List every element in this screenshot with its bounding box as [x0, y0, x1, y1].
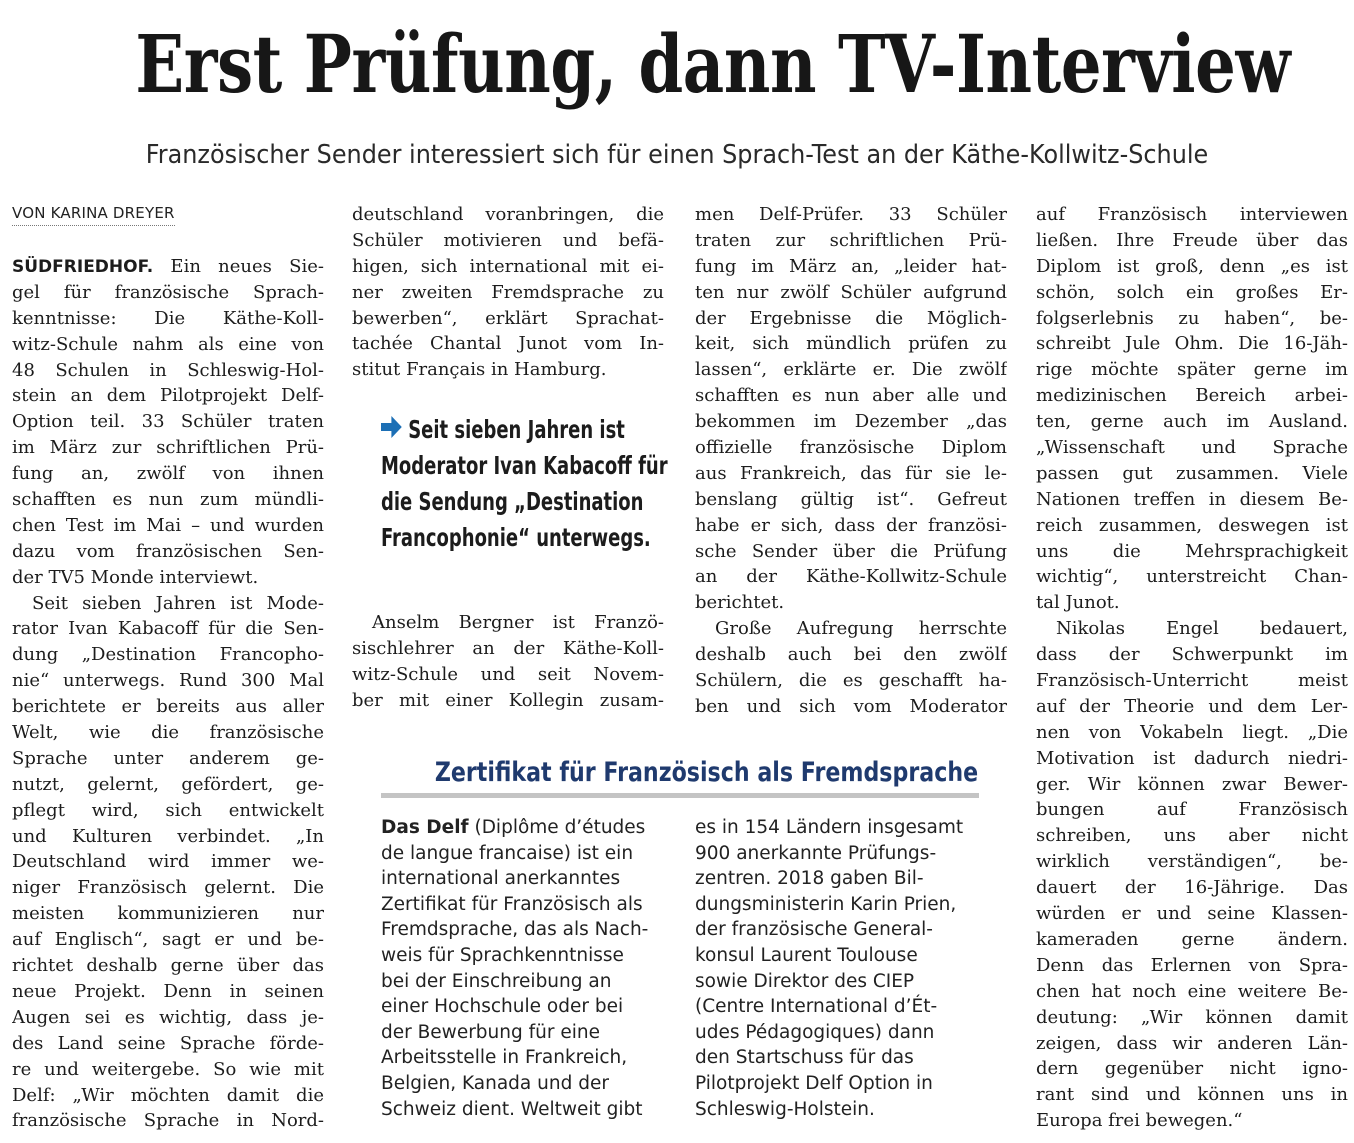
text-line: der französische General-	[695, 919, 933, 941]
text-line: zentren. 2018 gaben Bil-	[695, 868, 924, 890]
text-line: wirklich verständigen“, be-	[1036, 851, 1348, 873]
text-line: sche Sender über die Prüfung	[695, 540, 1007, 562]
text-line: nutzt, gelernt, gefördert, ge-	[12, 773, 324, 795]
text-line: offizielle französische Diplom	[695, 437, 1007, 459]
text-line: lassen“, erklärte er. Die zwölf	[695, 359, 1007, 381]
text-line: fung im März an, „leider hat-	[695, 255, 1007, 277]
text-line: Augen sei es wichtig, dass je-	[12, 1006, 324, 1028]
text-line: bei der Einschreibung an	[381, 970, 612, 992]
text-line: berichtet.	[695, 592, 785, 614]
text-line: Diplom ist groß, denn „es ist	[1036, 255, 1348, 277]
text-line: deshalb auch bei den zwölf	[695, 644, 1007, 666]
text-line: pflegt wird, sich entwickelt	[12, 799, 324, 821]
text-line: Schüler motivieren und befä-	[352, 229, 664, 251]
pull-quote-text: Seit sieben Jahren ist	[408, 415, 625, 444]
text-line: Pilotprojekt Delf Option in	[695, 1072, 933, 1094]
text-line: gel für französische Sprach-	[12, 281, 324, 303]
text-line: Nationen treffen in diesem Be-	[1036, 488, 1348, 510]
text-line: international anerkanntes	[381, 868, 621, 890]
pull-quote-line: Francophonie“ unterwegs.	[381, 523, 651, 552]
text-line: ten, gerne auch im Ausland.	[1036, 411, 1348, 433]
text-line: men Delf-Prüfer. 33 Schüler	[695, 204, 1007, 225]
pull-quote-line	[381, 412, 671, 448]
text-line: dungsministerin Karin Prien,	[695, 893, 957, 915]
text-line: einer Hochschule oder bei	[381, 996, 624, 1018]
text-line: ben und sich vom Moderator	[695, 695, 1007, 717]
text-line: Große Aufregung herrschte	[715, 618, 1007, 640]
text-line: berichtete er bereits aus aller	[12, 696, 324, 718]
pull-quote-line: die Sendung „Destination	[381, 487, 644, 516]
text-line: aus Frankreich, das für sie le-	[695, 462, 1007, 484]
text-line: deutschland voranbringen, die	[352, 204, 664, 225]
text-line: Französisch-Unterricht meist	[1036, 670, 1348, 692]
text-line: der Bewerbung für eine	[381, 1021, 600, 1043]
text-line: nie“ unterwegs. Rund 300 Mal	[12, 670, 324, 692]
arrow-right-icon	[381, 412, 402, 448]
text-line: weis für Sprachkenntnisse	[381, 944, 624, 966]
infobox-title: Zertifikat für Französisch als Fremdsprache	[434, 757, 979, 788]
text-line: benslang gültig ist“. Gefreut	[695, 488, 1007, 510]
article-column-2-lower	[352, 610, 664, 714]
text-line: ten nur zwölf Schüler aufgrund	[695, 281, 1007, 303]
text-line: rige möchte später gerne im	[1036, 359, 1348, 381]
text-line: schreiben, uns aber nicht	[1036, 825, 1348, 847]
text-line: Seit sieben Jahren ist Mode-	[32, 592, 324, 614]
text-line: Delf: „Wir möchten damit die	[12, 1084, 324, 1106]
text-line: „Wissenschaft und Sprache	[1036, 437, 1348, 459]
text-line: Europa frei bewegen.“	[1036, 1110, 1243, 1132]
text-line: Fremdsprache, das als Nach-	[381, 919, 649, 941]
text-line: im März zur schriftlichen Prü-	[12, 437, 324, 459]
text-line: higen, sich international mit ei-	[352, 255, 664, 277]
text-line: stein an dem Pilotprojekt Delf-	[12, 385, 324, 407]
text-line: witz-Schule nahm als eine von	[12, 333, 324, 355]
text-line	[381, 815, 671, 841]
text-line: fung an, zwölf von ihnen	[12, 463, 324, 485]
text-line: 48 Schulen in Schleswig-Hol-	[12, 359, 324, 381]
text-line: dung „Destination Francopho-	[12, 644, 324, 666]
text-line: Schweiz dient. Weltweit gibt	[381, 1098, 643, 1120]
text-line: schreibt Jule Ohm. Die 16-Jäh-	[1036, 333, 1348, 355]
text-line: den Startschuss für das	[695, 1047, 914, 1069]
text-line: ner zweiten Fremdsprache zu	[352, 281, 664, 303]
text-line: schafften es nun aber alle und	[695, 385, 1007, 407]
text-line: Deutschland wird immer we-	[12, 851, 324, 873]
text-line: passen gut zusammen. Viele	[1036, 462, 1348, 484]
text-line: uns die Mehrsprachigkeit	[1036, 540, 1348, 562]
text-line: auf der Theorie und dem Ler-	[1036, 695, 1348, 717]
text-line: reich zusammen, deswegen ist	[1036, 514, 1348, 536]
text-line: Arbeitsstelle in Frankreich,	[381, 1047, 628, 1069]
text-line: neue Projekt. Denn in seinen	[12, 980, 324, 1002]
text-line: zeigen, dass wir anderen Län-	[1036, 1032, 1348, 1054]
text-line: meisten kommunizieren nur	[12, 903, 324, 925]
pull-quote-line: Moderator Ivan Kabacoff für	[381, 451, 668, 480]
text-line: auf Englisch“, sagt er und be-	[12, 929, 324, 951]
text-line: Schleswig-Holstein.	[695, 1098, 875, 1120]
text-line: würden er und seine Klassen-	[1036, 903, 1348, 925]
text-line: Option teil. 33 Schüler traten	[12, 411, 324, 433]
text-line: tal Junot.	[1036, 592, 1120, 614]
text-line: Nikolas Engel bedauert,	[1056, 618, 1348, 640]
infobox-lead: Das Delf	[381, 817, 469, 838]
text-line: bewerben“, erklärt Sprachat-	[352, 307, 664, 329]
text-line: ger. Wir können zwar Bewer-	[1036, 773, 1348, 795]
text-line: ließen. Ihre Freude über das	[1036, 229, 1348, 251]
text-line: chen hat noch eine weitere Be-	[1036, 980, 1348, 1002]
text-line: französische Sprache in Nord-	[12, 1110, 324, 1132]
text-fragment: (Diplôme d’études	[468, 817, 646, 838]
text-line: 900 anerkannte Prüfungs-	[695, 842, 937, 864]
text-line: sischlehrer an der Käthe-Koll-	[352, 637, 664, 659]
text-line: schön, solch ein großes Er-	[1036, 281, 1348, 303]
text-line: sowie Direktor des CIEP	[695, 970, 915, 992]
byline: VON KARINA DREYER	[12, 202, 175, 226]
text-line: es in 154 Ländern insgesamt	[695, 817, 964, 838]
text-line: bungen auf Französisch	[1036, 799, 1348, 821]
text-line: tachée Chantal Junot vom In-	[352, 333, 664, 355]
text-line: richtet deshalb gerne über das	[12, 955, 324, 977]
text-line: bekommen im Dezember „das	[695, 411, 1007, 433]
text-line: re und weitergebe. So wie mit	[12, 1058, 324, 1080]
text-line: dauert der 16-Jährige. Das	[1036, 877, 1348, 899]
text-line: nen von Vokabeln liegt. „Die	[1036, 721, 1348, 743]
text-line: konsul Laurent Toulouse	[695, 944, 918, 966]
text-line: habe er sich, dass der französi-	[695, 514, 1007, 536]
pull-quote	[381, 412, 671, 556]
text-line: udes Pédagogiques) dann	[695, 1021, 935, 1043]
infobox-column-1	[381, 815, 671, 1122]
text-line: Motivation ist dadurch niedri-	[1036, 747, 1348, 769]
article-column-4	[1036, 202, 1348, 1134]
text-line: Schülern, die es geschafft ha-	[695, 670, 1007, 692]
text-line: dern gegenüber nicht igno-	[1036, 1058, 1348, 1080]
text-line: (Centre International d’Ét-	[695, 996, 938, 1018]
text-line: Anselm Bergner ist Franzö-	[372, 612, 664, 633]
text-line: des Land seine Sprache förde-	[12, 1032, 324, 1054]
text-line: Sprache unter anderem ge-	[12, 747, 324, 769]
subheadline: Französischer Sender interessiert sich für einen Sprach-Test an der Käthe-Kollwitz-Schule	[145, 140, 1209, 170]
text-line: folgserlebnis zu haben“, be-	[1036, 307, 1348, 329]
text-line: dazu vom französischen Sen-	[12, 540, 324, 562]
text-line: niger Französisch gelernt. Die	[12, 877, 324, 899]
text-line: keit, sich mündlich prüfen zu	[695, 333, 1007, 355]
text-line: Belgien, Kanada und der	[381, 1072, 609, 1094]
text-line: dass der Schwerpunkt im	[1036, 644, 1348, 666]
text-fragment: Ein neues Sie-	[153, 256, 324, 277]
text-line: und Kulturen verbindet. „In	[12, 825, 324, 847]
text-line: rant sind und können uns in	[1036, 1084, 1348, 1106]
text-line: Denn das Erlernen von Spra-	[1036, 954, 1348, 976]
text-line	[12, 254, 324, 280]
article-column-2	[352, 202, 664, 383]
text-line: stitut Français in Hamburg.	[352, 359, 607, 381]
text-line: auf Französisch interviewen	[1036, 204, 1348, 225]
text-line: schafften es nun zum mündli-	[12, 489, 324, 511]
article-column-1	[12, 254, 324, 1134]
text-line: rator Ivan Kabacoff für die Sen-	[12, 618, 324, 640]
text-line: Zertifikat für Französisch als	[381, 893, 643, 915]
text-line: deutung: „Wir können damit	[1036, 1006, 1348, 1028]
text-line: der TV5 Monde interviewt.	[12, 566, 259, 588]
text-line: der Ergebnisse die Möglich-	[695, 307, 1007, 329]
dateline: SÜDFRIEDHOF.	[12, 257, 154, 277]
text-line: de langue francaise) ist ein	[381, 842, 634, 864]
infobox-divider	[381, 793, 979, 798]
text-line: an der Käthe-Kollwitz-Schule	[695, 566, 1007, 588]
article-column-3	[695, 202, 1007, 720]
text-line: kameraden gerne ändern.	[1036, 928, 1348, 950]
infobox-column-2	[695, 815, 985, 1122]
text-line: traten zur schriftlichen Prü-	[695, 229, 1007, 251]
text-line: Welt, wie die französische	[12, 722, 324, 744]
text-line: witz-Schule und seit Novem-	[352, 663, 664, 685]
text-line: ber mit einer Kollegin zusam-	[352, 689, 664, 711]
text-line: wichtig“, unterstreicht Chan-	[1036, 566, 1348, 588]
text-line: kenntnisse: Die Käthe-Koll-	[12, 307, 324, 329]
text-line: medizinischen Bereich arbei-	[1036, 385, 1348, 407]
headline: Erst Prüfung, dann TV-Interview	[135, 17, 1291, 111]
text-line: chen Test im Mai – und wurden	[12, 514, 324, 536]
